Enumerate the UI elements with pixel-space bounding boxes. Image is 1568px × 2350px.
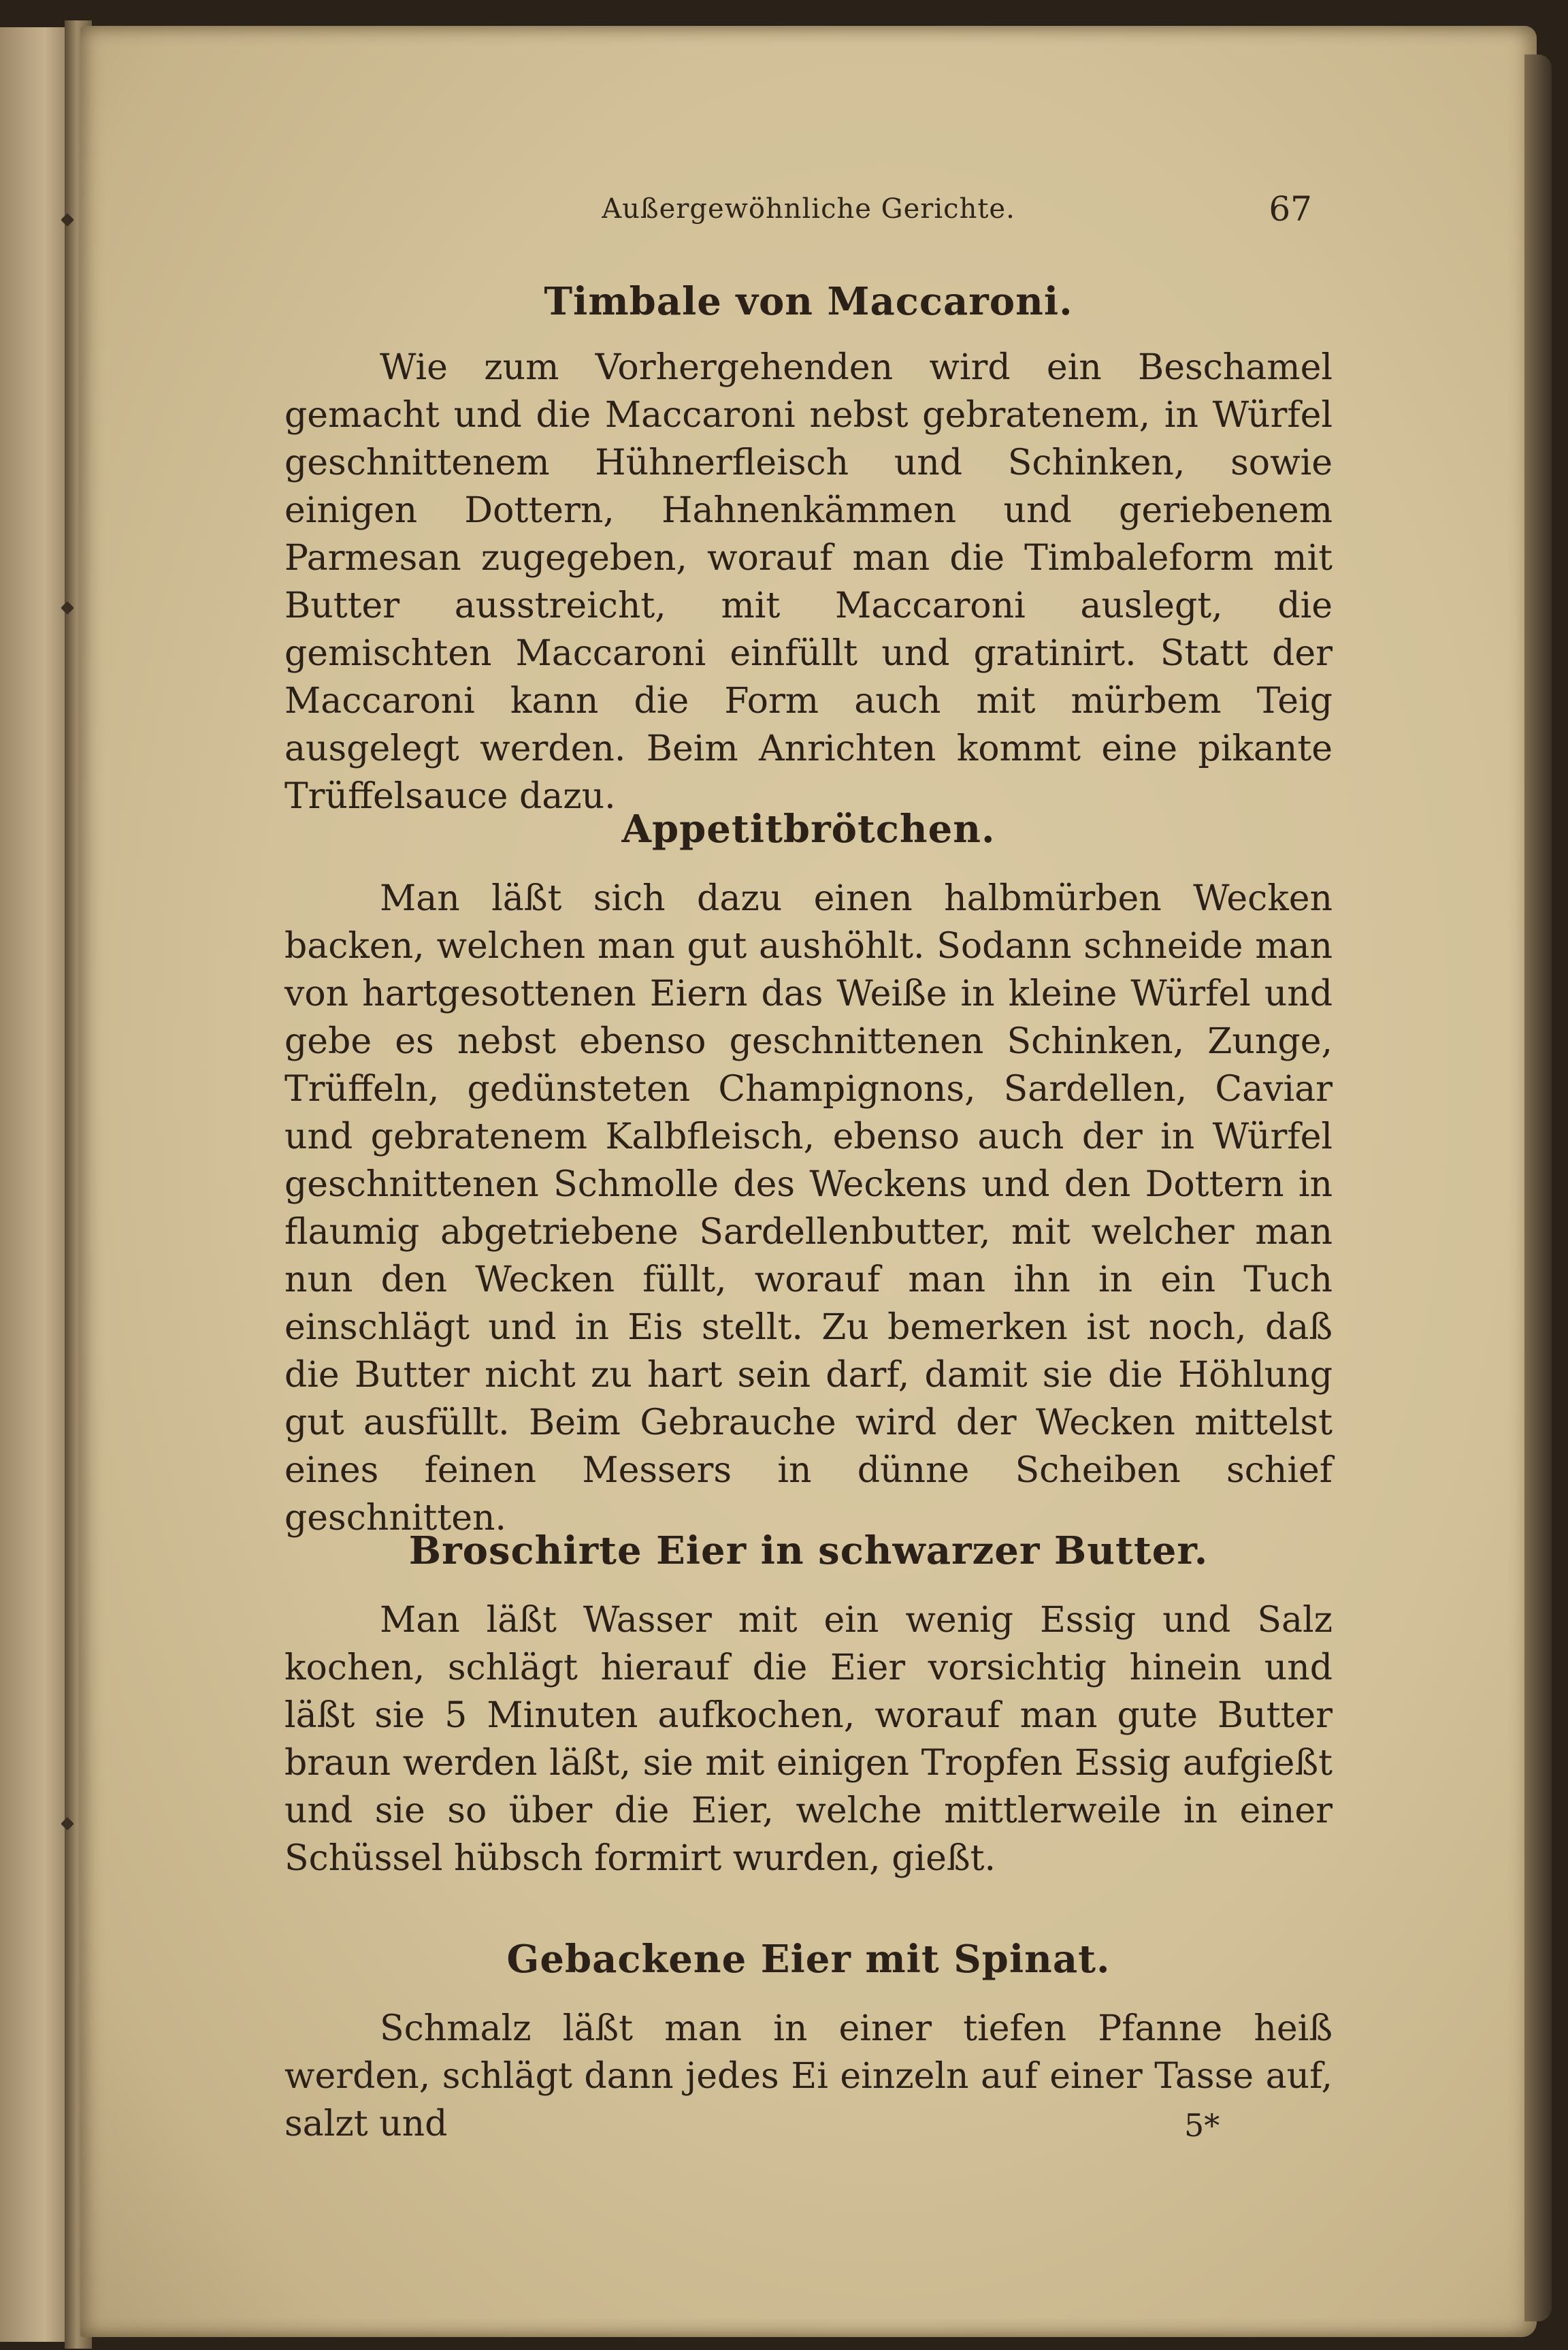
section-heading: Broschirte Eier in schwarzer Butter. — [408, 1528, 1209, 1573]
signature-mark: 5* — [1184, 2107, 1220, 2144]
section-paragraph: Schmalz läßt man in einer tiefen Pfanne heiß werden, schlägt dann jedes Ei einzeln auf einer Tasse auf, salzt und — [284, 2008, 1333, 2144]
section-paragraph: Man läßt sich dazu einen halbmürben Wecken backen, welchen man gut aushöhlt. Sodann schneide man von hartgesottenen Eiern das Weiße in kleine Würfel und gebe es nebst ebenso geschnittenen Schinken, Zunge, Trüffeln, gedünsteten Champignons, Sardellen, Caviar und gebratenem Kalbfleisch, ebenso auch der in Würfel geschnittenen Schmolle des Weckens und den Dottern in flaumig abgetriebene Sardellenbutter, mit welcher man nun den Wecken füllt, worauf man ihn in ein Tuch einschlägt und in Eis stellt. Zu bemerken ist noch, daß die Butter nicht zu hart sein darf, damit sie die Höhlung gut ausfüllt. Beim Gebrauche wird der Wecken mittelst eines feinen Messers in dünne Scheiben schief geschnitten. — [284, 878, 1333, 1539]
section-heading: Gebackene Eier mit Spinat. — [506, 1937, 1111, 1982]
section-paragraph: Man läßt Wasser mit ein wenig Essig und Salz kochen, schlägt hierauf die Eier vorsichtig hinein und läßt sie 5 Minuten aufkochen, worauf man gute Butter braun werden läßt, sie mit einigen Tropfen Essig aufgießt und sie so über die Eier, welche mittlerweile in einer Schüssel hübsch formirt wurden, gießt. — [284, 1600, 1333, 1879]
section-heading: Timbale von Maccaroni. — [544, 279, 1073, 324]
section-paragraph: Wie zum Vorhergehenden wird ein Beschamel gemacht und die Maccaroni nebst gebratenem, in Würfel geschnittenem Hühnerfleisch und Schinken, sowie einigen Dottern, Hahnenkämmen und geriebenem Parmesan zugegeben, worauf man die Timbaleform mit Butter ausstreicht, mit Maccaroni auslegt, die gemischten Maccaroni einfüllt und gratinirt. Statt der Maccaroni kann die Form auch mit mürbem Teig ausgelegt werden. Beim Anrichten kommt eine pikante Trüffelsauce dazu. — [284, 347, 1333, 817]
page-number: 67 — [1269, 189, 1312, 229]
right-page-edge — [1524, 54, 1552, 2321]
section-heading: Appetitbrötchen. — [621, 807, 996, 852]
running-head-title: Außergewöhnliche Gerichte. — [602, 193, 1015, 225]
running-head — [284, 189, 1333, 230]
left-page-edge — [0, 27, 75, 2342]
